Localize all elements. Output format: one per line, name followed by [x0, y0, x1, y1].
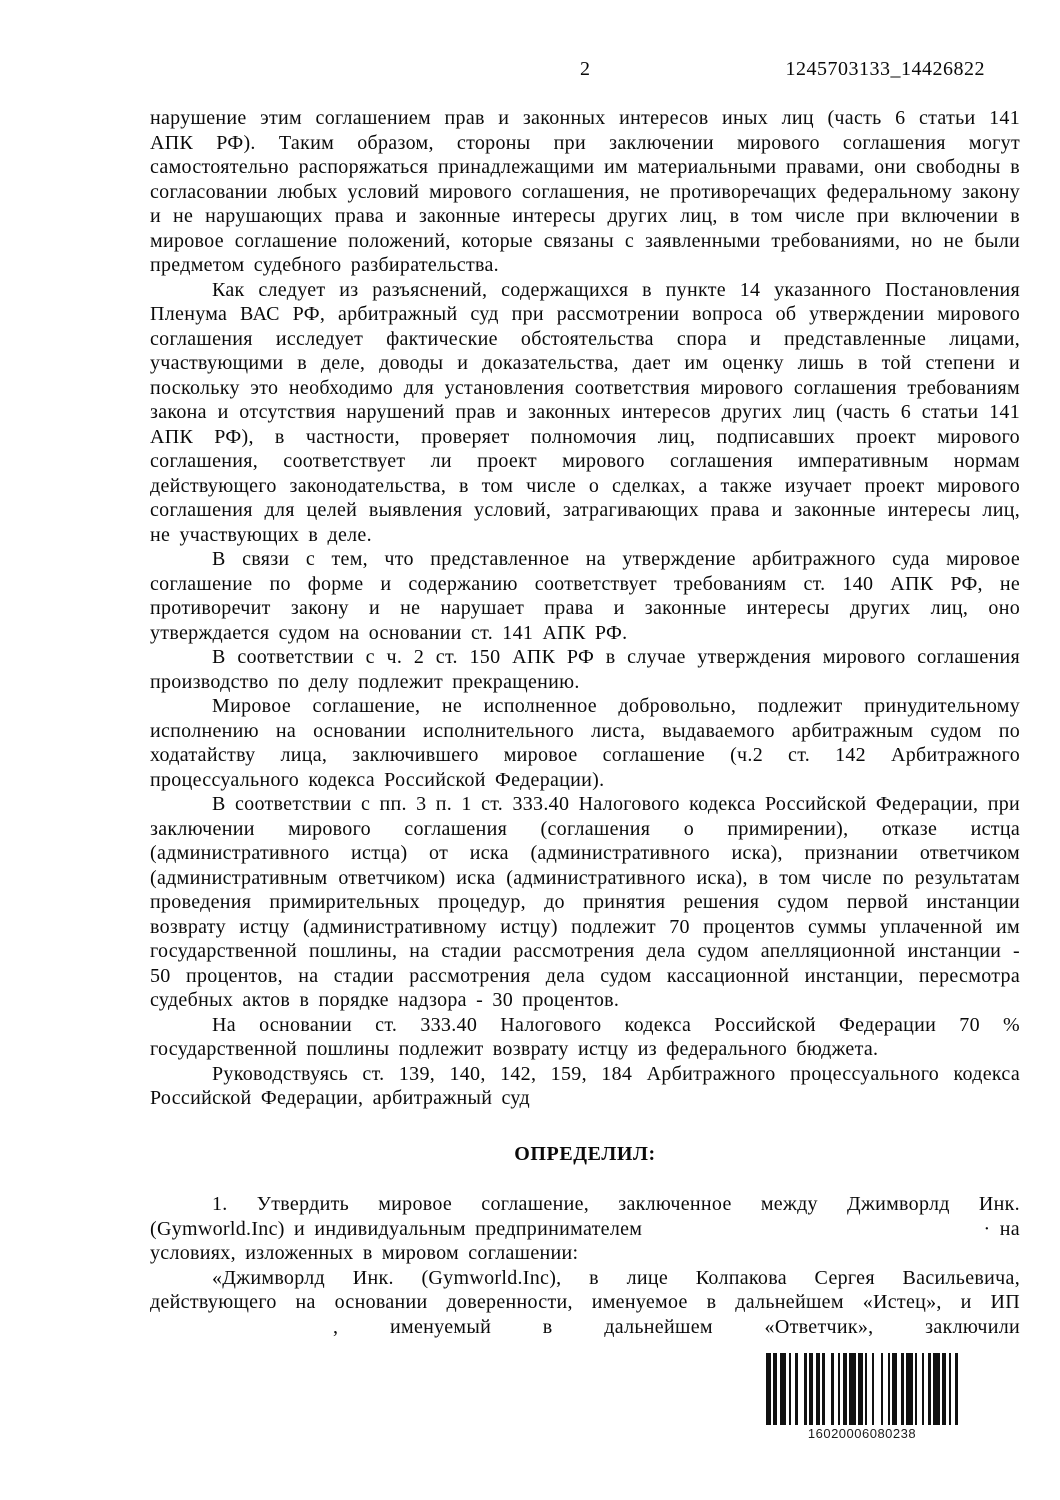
- agreement-intro-line-with-redaction: [150, 1315, 1020, 1340]
- ruling-item-1-line-with-redaction: [150, 1217, 1020, 1242]
- agreement-intro-line: «Джимворлд Инк. (Gymworld.Inc), в лице Колпакова Сергея Васильевича,: [212, 1266, 1020, 1289]
- document-code: 1245703133_14426822: [785, 58, 985, 80]
- barcode: [766, 1353, 958, 1441]
- body-paragraph: Как следует из разъяснений, содержащихся в пункте 14 указанного Постановления Пленума ВАС РФ, арбитражный суд при рассмотрении вопроса об утверждении мирового соглашения исследует фактические обстоятельства спора и представленные лицами, участвующими в деле, доводы и доказательства, дает им оценку лишь в той степени и поскольку это необходимо для установления соответствия мирового соглашения требованиям закона и отсутствия нарушений прав и законных интересов других лиц (часть 6 статьи 141 АПК РФ), в частности, проверяет полномочия лиц, подписавших проект мирового соглашения, соответствует ли проект мирового соглашения императивным нормам действующего законодательства, в том числе о сделках, а также изучает проект мирового соглашения для целей выявления условий, затрагивающих права и законные интересы лиц, не участвующих в деле.: [150, 278, 1020, 546]
- agreement-intro-line: действующего на основании доверенности, именуемое в дальнейшем «Истец», и ИП: [150, 1291, 1020, 1313]
- document-body: [150, 106, 1020, 1339]
- ruling-heading: ОПРЕДЕЛИЛ:: [514, 1142, 656, 1165]
- body-paragraph: Мировое соглашение, не исполненное добровольно, подлежит принудительному исполнению на основании исполнительного листа, выдаваемого арбитражным судом по ходатайству лица, заключившего мировое соглашение (ч.2 ст. 142 Арбитражного процессуального кодекса Российской Федерации).: [150, 695, 1020, 791]
- barcode-bars-icon: [766, 1353, 958, 1425]
- ruling-item-1-line: условиях, изложенных в мировом соглашении:: [150, 1242, 579, 1264]
- ruling-item-1-line2-left: (Gymworld.Inc) и индивидуальным предпринимателем: [150, 1217, 643, 1240]
- agreement-intro: [150, 1266, 1020, 1340]
- body-paragraph: нарушение этим соглашением прав и законных интересов иных лиц (часть 6 статьи 141 АПК РФ). Таким образом, стороны при заключении мирового соглашения могут самостоятельно распоряжаться принадлежащими им материальными правами, они свободны в согласовании любых условий мирового соглашения, не противоречащих федеральному закону и не нарушающих права и законные интересы других лиц, в том числе при включении в мировое соглашение положений, которые связаны с заявленными требованиями, но не были предметом судебного разбирательства.: [150, 107, 1020, 276]
- ruling-item-1-line: 1. Утвердить мировое соглашение, заключенное между Джимворлд Инк.: [212, 1193, 1020, 1215]
- body-paragraph: В соответствии с ч. 2 ст. 150 АПК РФ в случае утверждения мирового соглашения производство по делу подлежит прекращению.: [150, 646, 1020, 693]
- page-header: [150, 58, 1020, 90]
- ruling-item-1-line2-right: · на: [983, 1217, 1020, 1240]
- page-number: 2: [580, 58, 590, 80]
- body-paragraph: В соответствии с пп. 3 п. 1 ст. 333.40 Налогового кодекса Российской Федерации, при заключении мирового соглашения (соглашения о примирении), отказе истца (административного истца) от иска (административного иска), признании ответчиком (административным ответчиком) иска (административного иска), в том числе по результатам проведения примирительных процедур, до принятия решения судом первой инстанции возврату истцу (административному истцу) подлежит 70 процентов суммы уплаченной им государственной пошлины, на стадии рассмотрения дела судом апелляционной инстанции - 50 процентов, на стадии рассмотрения дела судом кассационной инстанции, пересмотра судебных актов в порядке надзора - 30 процентов.: [150, 793, 1020, 1011]
- agreement-intro-line3-text: , именуемый в дальнейшем «Ответчик», заключили: [333, 1315, 1020, 1338]
- barcode-value: 16020006080238: [807, 1426, 917, 1441]
- body-paragraph: На основании ст. 333.40 Налогового кодекса Российской Федерации 70 % государственной пошлины подлежит возврату истцу из федерального бюджета.: [150, 1013, 1020, 1060]
- body-paragraph: Руководствуясь ст. 139, 140, 142, 159, 184 Арбитражного процессуального кодекса Российской Федерации, арбитражный суд: [150, 1062, 1020, 1109]
- redaction-gap: [150, 1315, 333, 1340]
- body-paragraph: В связи с тем, что представленное на утверждение арбитражного суда мировое соглашение по форме и содержанию соответствует требованиям ст. 140 АПК РФ, не противоречит закону и не нарушает права и законные интересы других лиц, оно утверждается судом на основании ст. 141 АПК РФ.: [150, 548, 1020, 644]
- ruling-item-1: [150, 1192, 1020, 1266]
